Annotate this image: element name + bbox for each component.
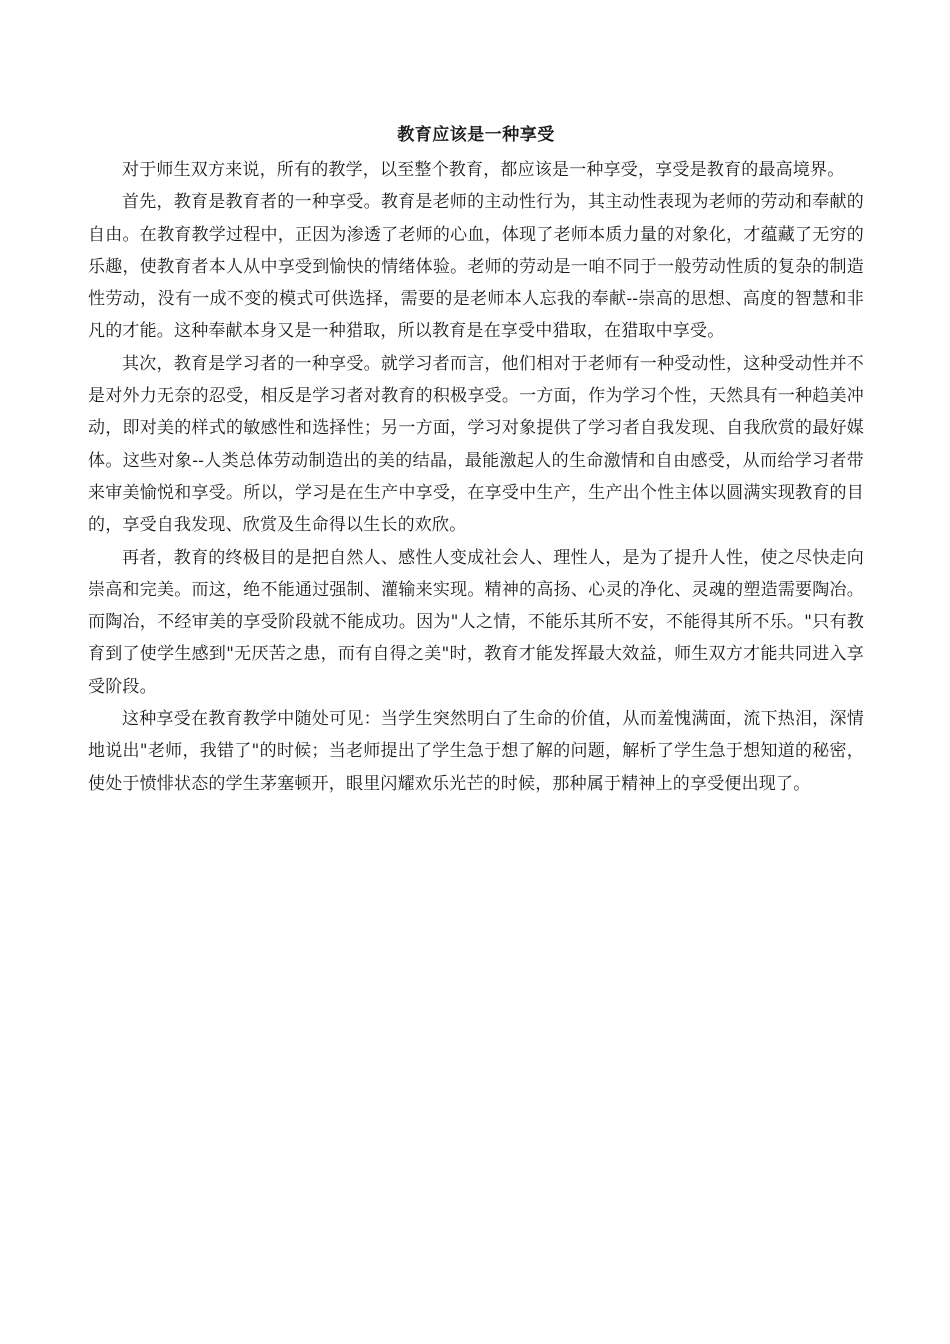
paragraph-intro: 对于师生双方来说，所有的教学，以至整个教育，都应该是一种享受，享受是教育的最高境界。 — [122, 160, 845, 180]
document-page — [88, 122, 864, 800]
paragraph-educator: 首先，教育是教育者的一种享受。教育是老师的主动性行为，其主动性表现为老师的劳动和奉献的自由。在教育教学过程中，正因为渗透了老师的心血，体现了老师本质力量的对象化，才蕴藏了无穷的乐趣，使教育者本人从中享受到愉快的情绪体验。老师的劳动是一咱不同于一般劳动性质的复杂的制造性劳动，没有一成不变的模式可供选择，需要的是老师本人忘我的奉献--崇高的思想、高度的智慧和非凡的才能。这种奉献本身又是一种猎取，所以教育是在享受中猎取，在猎取中享受。 — [88, 192, 864, 342]
document-title: 教育应该是一种享受 — [397, 125, 555, 145]
paragraph-examples: 这种享受在教育教学中随处可见：当学生突然明白了生命的价值，从而羞愧满面，流下热泪，深情地说出"老师，我错了"的时候；当老师提出了学生急于想了解的问题，解析了学生急于想知道的秘密，使处于愤悱状态的学生茅塞顿开，眼里闪耀欢乐光芒的时候，那种属于精神上的享受便出现了。 — [88, 709, 864, 794]
paragraph-learner: 其次，教育是学习者的一种享受。就学习者而言，他们相对于老师有一种受动性，这种受动性并不是对外力无奈的忍受，相反是学习者对教育的积极享受。一方面，作为学习个性，天然具有一种趋美冲动，即对美的样式的敏感性和选择性；另一方面，学习对象提供了学习者自我发现、自我欣赏的最好媒体。这些对象--人类总体劳动制造出的美的结晶，最能激起人的生命激情和自由感受，从而给学习者带来审美愉悦和享受。所以，学习是在生产中享受，在享受中生产，生产出个性主体以圆满实现教育的目的，享受自我发现、欣赏及生命得以生长的欢欣。 — [88, 353, 864, 536]
paragraph-ultimate-goal: 再者，教育的终极目的是把自然人、感性人变成社会人、理性人，是为了提升人性，使之尽快走向崇高和完美。而这，绝不能通过强制、灌输来实现。精神的高扬、心灵的净化、灵魂的塑造需要陶冶。而陶冶，不经审美的享受阶段就不能成功。因为"人之情，不能乐其所不安，不能得其所不乐。"只有教育到了使学生感到"无厌苦之患，而有自得之美"时，教育才能发挥最大效益，师生双方才能共同进入享受阶段。 — [88, 547, 864, 697]
